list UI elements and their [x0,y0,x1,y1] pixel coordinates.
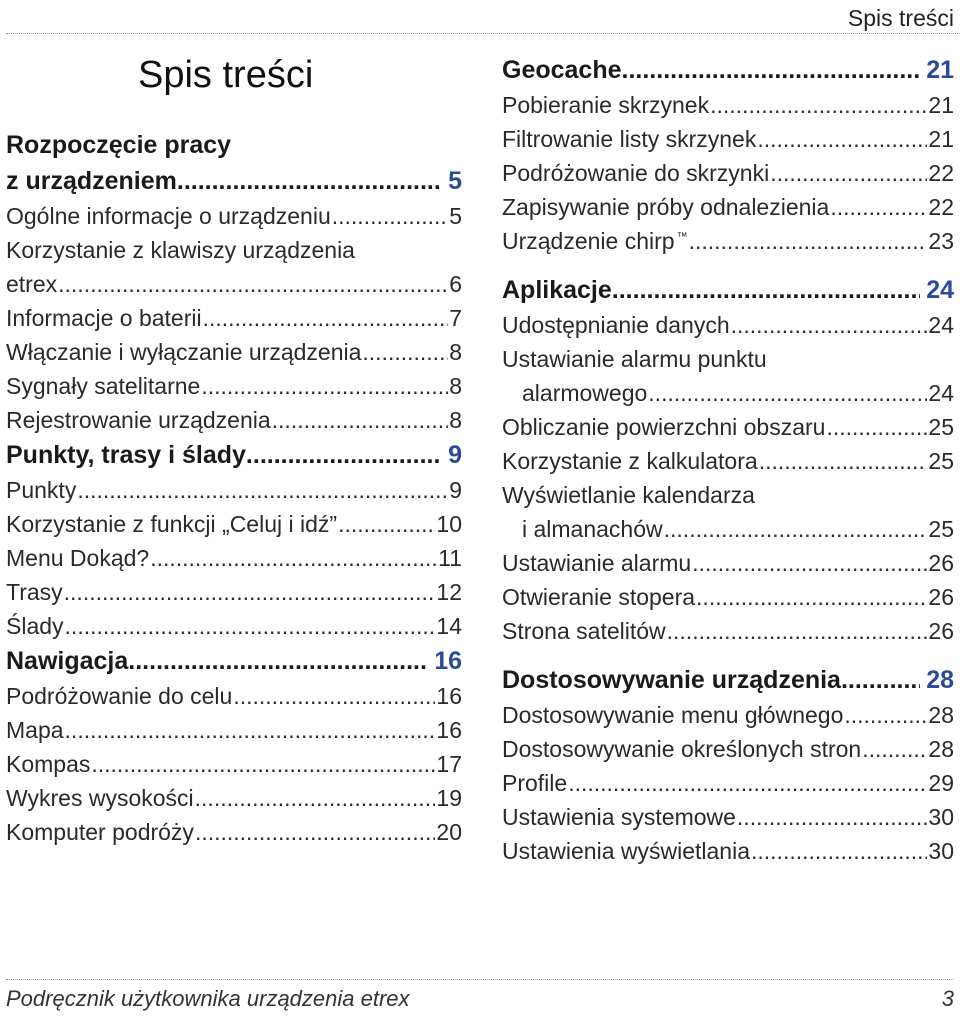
toc-entry[interactable] [6,609,462,643]
toc-section-entry[interactable] [502,52,954,88]
dot-leader [696,580,927,614]
toc-section-title: Nawigacja [6,647,129,675]
toc-entry-title: Komputer podróży [6,819,194,845]
toc-entry-title: Pobieranie skrzynek [502,92,710,118]
toc-section-entry[interactable] [6,437,462,473]
toc-page-number: 6 [449,271,462,297]
toc-page-number: 9 [448,441,462,469]
dot-leader [177,163,442,199]
dot-leader [362,335,448,369]
toc-entry-title[interactable]: Korzystanie z klawiszy urządzenia [6,237,355,263]
toc-entry-title: Filtrowanie listy skrzynek [502,126,757,152]
toc-page-number: 24 [928,312,954,338]
toc-section-title: Geocache [502,56,622,84]
dot-leader [58,267,448,301]
toc-entry[interactable] [6,267,462,301]
toc-entry[interactable] [6,781,462,815]
toc-page-number: 21 [926,56,954,84]
dot-leader [332,199,448,233]
toc-entry-title: Punkty [6,477,77,503]
toc-entry[interactable] [6,713,462,747]
toc-entry-title[interactable]: Wyświetlanie kalendarza [502,482,755,508]
toc-page-number: 9 [449,477,462,503]
toc-entry-title: Ogólne informacje o urządzeniu [6,203,331,229]
toc-entry-title: Ślady [6,613,64,639]
toc-entry[interactable] [502,224,954,258]
toc-entry[interactable] [502,444,954,478]
page-title: Spis treści [138,54,314,96]
toc-entry[interactable] [6,199,462,233]
toc-section-entry[interactable] [502,272,954,308]
dot-leader [751,834,927,868]
toc-entry-title-continued: i almanachów [522,516,663,542]
dot-leader [77,473,448,507]
toc-page-number: 16 [436,683,462,709]
toc-entry-title: Rejestrowanie urządzenia [6,407,271,433]
toc-entry[interactable] [502,122,954,156]
toc-section-entry[interactable] [6,643,462,679]
toc-entry-title: Strona satelitów [502,618,666,644]
dot-leader [622,52,921,88]
toc-entry-title: Menu Dokąd? [6,545,150,571]
toc-page-number: 20 [436,819,462,845]
toc-left-column [6,127,462,849]
dot-leader [338,507,435,541]
running-head: Spis treści [847,5,954,31]
toc-entry-title-continued: etrex [6,271,58,297]
toc-entry-title: Ustawienia systemowe [502,804,736,830]
footer-manual-title: Podręcznik użytkownika urządzenia etrex [6,986,410,1011]
toc-entry[interactable] [6,335,462,369]
dot-leader [862,732,927,766]
toc-entry[interactable] [502,546,954,580]
toc-page-number: 26 [928,584,954,610]
toc-entry[interactable] [6,541,462,575]
toc-entry[interactable] [502,698,954,732]
dot-leader [272,403,449,437]
toc-entry-title: Trasy [6,579,63,605]
toc-page-number: 11 [438,545,462,571]
dot-leader [710,88,927,122]
dot-leader [648,376,927,410]
toc-section-entry[interactable] [6,163,462,199]
dot-leader [201,369,448,403]
toc-entry[interactable] [6,369,462,403]
dot-leader [841,662,920,698]
dot-leader [759,444,928,478]
toc-entry-title: Dostosowywanie określonych stron [502,736,862,762]
toc-entry-title: Ustawianie alarmu [502,550,692,576]
toc-section-title: Dostosowywanie urządzenia [502,666,841,694]
footer-page-number: 3 [941,986,954,1011]
toc-entry-title: Podróżowanie do celu [6,683,233,709]
dot-leader [692,546,927,580]
dot-leader [195,781,436,815]
toc-page-number: 10 [436,511,462,537]
dot-leader [65,609,436,643]
toc-page-number: 28 [928,702,954,728]
toc-entry[interactable] [6,473,462,507]
toc-section-heading[interactable]: Rozpoczęcie pracy [6,131,232,159]
toc-page-number: 24 [926,276,954,304]
toc-entry[interactable] [502,512,954,546]
toc-page-number: 25 [928,414,954,440]
toc-section-title: Punkty, trasy i ślady [6,441,246,469]
toc-entry-title: Korzystanie z funkcji „Celuj i idź” [6,511,338,537]
toc-entry-title: Podróżowanie do skrzynki [502,160,770,186]
toc-entry-title: Sygnały satelitarne [6,373,201,399]
toc-page-number: 16 [436,717,462,743]
toc-entry[interactable] [502,190,954,224]
toc-entry[interactable] [502,766,954,800]
toc-page-number: 25 [928,516,954,542]
toc-entry[interactable] [6,507,462,541]
toc-page-number: 16 [434,647,462,675]
dot-leader [612,272,920,308]
toc-page-number: 28 [926,666,954,694]
toc-entry-title [502,220,688,258]
toc-entry-title: Obliczanie powierzchni obszaru [502,414,826,440]
toc-section-title: z urządzeniem [6,167,177,195]
toc-entry[interactable] [502,834,954,868]
toc-page-number: 17 [436,751,462,777]
dot-leader [246,437,442,473]
dot-leader [128,643,428,679]
toc-entry[interactable] [6,747,462,781]
dot-leader [844,698,927,732]
toc-entry[interactable] [502,156,954,190]
dot-leader [91,747,435,781]
toc-page-number: 8 [449,373,462,399]
toc-entry-title: Otwieranie stopera [502,584,696,610]
toc-page-number: 21 [928,92,954,118]
toc-page-number: 26 [928,618,954,644]
toc-entry[interactable] [6,575,462,609]
dot-leader [203,301,449,335]
toc-entry-title: Kompas [6,751,91,777]
toc-page-number: 28 [928,736,954,762]
toc-entry[interactable] [6,403,462,437]
toc-entry[interactable] [502,580,954,614]
dot-leader [667,614,928,648]
toc-page-number: 24 [928,380,954,406]
toc-entry-title: Włączanie i wyłączanie urządzenia [6,339,362,365]
toc-section-entry[interactable] [502,662,954,698]
toc-entry[interactable] [502,88,954,122]
toc-entry-title[interactable]: Ustawianie alarmu punktu [502,346,767,372]
toc-entry[interactable] [502,614,954,648]
toc-entry[interactable] [6,815,462,849]
dot-leader [731,308,928,342]
toc-page-number: 19 [436,785,462,811]
toc-entry-title: Dostosowywanie menu głównego [502,702,844,728]
toc-entry-title: Zapisywanie próby odnalezienia [502,194,830,220]
toc-page-number: 30 [928,838,954,864]
toc-entry[interactable] [6,301,462,335]
dot-leader [195,815,435,849]
toc-page-number: 12 [436,579,462,605]
trademark-mark: ™ [676,231,688,243]
toc-entry[interactable] [6,679,462,713]
toc-page-number: 14 [436,613,462,639]
toc-entry[interactable] [502,376,954,410]
toc-entry-title: Wykres wysokości [6,785,194,811]
dot-leader [830,190,927,224]
toc-page-number: 7 [449,305,462,331]
toc-entry[interactable] [502,410,954,444]
dot-leader [757,122,927,156]
toc-entry[interactable] [502,308,954,342]
toc-page-number: 21 [928,126,954,152]
dot-leader [664,512,928,546]
toc-entry-title: Profile [502,770,568,796]
toc-entry-title: Mapa [6,717,64,743]
toc-page-number: 25 [928,448,954,474]
toc-entry-title: Informacje o baterii [6,305,202,331]
dot-leader [64,575,436,609]
dot-leader [65,713,436,747]
header-divider [6,33,960,34]
toc-page-number: 22 [928,194,954,220]
toc-page-number: 22 [928,160,954,186]
dot-leader [150,541,437,575]
dot-leader [568,766,927,800]
toc-page-number: 30 [928,804,954,830]
toc-page-number: 5 [449,203,462,229]
toc-page-number: 8 [449,339,462,365]
dot-leader [826,410,927,444]
toc-page-number: 5 [448,167,462,195]
toc-entry-title: Udostępnianie danych [502,312,730,338]
dot-leader [233,679,435,713]
toc-entry-text: Urządzenie chirp [502,228,675,254]
dot-leader [689,224,928,258]
toc-entry-title-continued: alarmowego [522,380,648,406]
toc-entry[interactable] [502,800,954,834]
toc-right-column [502,52,954,868]
toc-page-number: 29 [928,770,954,796]
toc-page-number: 23 [928,228,954,254]
dot-leader [770,156,927,190]
toc-section-title: Aplikacje [502,276,612,304]
footer-divider [6,979,954,980]
toc-entry-title: Korzystanie z kalkulatora [502,448,758,474]
toc-page-number: 26 [928,550,954,576]
dot-leader [737,800,927,834]
toc-entry[interactable] [502,732,954,766]
toc-page-number: 8 [449,407,462,433]
toc-entry-title: Ustawienia wyświetlania [502,838,750,864]
